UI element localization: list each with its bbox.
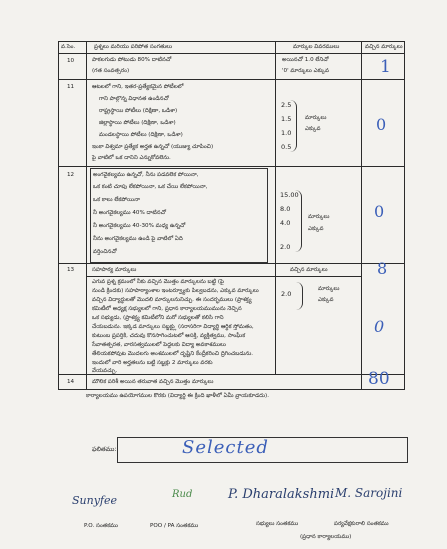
member-signature-caption: సభ్యులు సంతకము	[256, 521, 299, 527]
row-11-scale-1: 2.5	[281, 101, 292, 109]
office-caption: (ప్రధాన కార్యాలయము)	[300, 534, 352, 540]
row-11-scale-2: 1.5	[281, 115, 292, 123]
row-10-detail-1: అయినచో 1.0 లేనిచో	[282, 57, 329, 63]
result-value: Selected	[182, 437, 269, 458]
row-11-scale-4: 0.5	[281, 143, 292, 151]
header-bottom-border	[58, 53, 405, 54]
table-top-border	[58, 41, 405, 42]
poo-signature: Rud	[172, 489, 193, 500]
row-10-bottom-border	[58, 79, 405, 80]
row-10-number: 10	[67, 58, 75, 64]
row-12-marks: 0	[374, 202, 385, 221]
row-12-line-4: నీ అంగవైకల్యము 40% దాటినచో	[93, 210, 166, 216]
row-12-brace	[295, 190, 302, 252]
row-12-line-7: వర్తించినచో	[93, 249, 117, 255]
row-11-bottom-border	[58, 166, 405, 167]
row-13-detail-header: వచ్చిన మార్కులు	[290, 267, 328, 273]
col-detail-divider	[275, 41, 276, 374]
row-13-line-6: చేయబడును. ఇక్కడ మార్కులు సబ్జక్ట్లు (సరాసరిగా విద్యార్థి ఆర్థిక స్తోమతం,	[92, 324, 254, 330]
row-13-line-7: కుటుంబ ప్రపర్తికి, చదువు కొనసాగించుటలో ఆసక్తి, వ్యక్తిత్వము, సాంఘీక	[92, 333, 246, 339]
row-12-scale-3: 4.0	[280, 219, 291, 227]
po-signature-caption: P.O. సంతకము	[84, 523, 118, 529]
row-11-line-3: రాష్ట్రస్థాయి పోటీలు (దిక్షిణా, ఒడిశా)	[99, 108, 178, 114]
row-12-scale-4: 2.0	[280, 243, 291, 251]
row-11-line-2: గాని పాల్గొన్న విధానత ఉండినచో	[99, 96, 169, 102]
row-11-brace	[290, 100, 297, 152]
header-col-no: వ.సెం.	[61, 44, 76, 50]
row-12-scale-1: 15.00	[280, 191, 299, 199]
row-13-marks-bottom: 0	[374, 317, 385, 336]
row-11-line-1: ఆటలలో గాని, ఇతర-ప్రత్యేకమైన పోటీలలో	[92, 84, 184, 90]
row-13-line-9: తేలియకపోవుట మొదలగు అంశములలో దృష్టిని కేంద్రీకరించి ద్రిగించబడును.	[92, 351, 254, 357]
row-13-scale-label-2: ఎక్కువ	[318, 297, 334, 303]
row-12-line-1: అంగవైకల్యము ఉన్నచో, నీను పడవలెక పోయినా,	[93, 172, 199, 178]
row-12-scale-2: 8.0	[280, 205, 291, 213]
row-13-scale-label-1: మార్కులు	[318, 286, 340, 292]
row-13-line-11: వేయవచ్చు.	[92, 368, 118, 374]
row-13-scale-1: 2.0	[281, 290, 292, 298]
row-13-title-underline	[86, 276, 275, 277]
row-13-line-2: నుండి క్రిందకు) సహపాఠ్యాంశాల ఇంటర్వ్యూకు పిల్వబడను, ఎక్కువ మార్కులు	[92, 288, 259, 294]
row-13-brace	[296, 282, 303, 310]
row-10-line-1: పాకలగుడు పోటుడు 80% దాటినచో	[92, 57, 172, 63]
row-13-subheader-line	[275, 276, 361, 277]
row-11-marks: 0	[376, 115, 387, 134]
row-14-bottom-border	[58, 389, 405, 390]
row-12-bottom-border	[58, 263, 405, 264]
row-10-detail-2: '0' మార్కులు ఎక్కువ	[282, 68, 330, 74]
header-col-marks-detail: మార్కుల వివరములు	[293, 44, 340, 50]
row-11-scale-label-1: మార్కులు	[305, 115, 327, 121]
row-13-title: సహపాఠ్య మార్కులు	[92, 267, 137, 273]
row-10-marks: 1	[380, 57, 391, 77]
col-no-divider	[86, 41, 87, 390]
row-11-line-6: ఇంకా విశ్వమా ప్రత్యేక అర్హత ఉన్నచో (యుజ్యు చూపించి)	[92, 144, 214, 150]
row-12-number: 12	[67, 172, 75, 178]
row-13-number: 13	[67, 267, 75, 273]
row-13-marks-top: 8	[377, 259, 388, 278]
row-14-number: 14	[67, 379, 75, 385]
table-right-border	[404, 41, 405, 390]
row-11-line-4: జిల్లాస్థాయి పోటీలు (దిక్షిణా, ఒడిశా)	[99, 120, 176, 126]
row-12-scale-label-2: ఎక్కువ	[308, 226, 324, 232]
table-left-border	[58, 41, 59, 390]
row-13-line-8: సేవాతత్పరత, వారసత్వములలో పెద్దలకు విద్యా అవకాశములు	[92, 342, 226, 348]
row-11-number: 11	[67, 84, 75, 90]
row-12-line-6: నీను అంగవైకల్యము ఉండి పై వాటిలో ఏది	[93, 236, 183, 242]
supervisor-signature: M. Sarojini	[335, 486, 403, 500]
row-13-line-3: వచ్చిన విద్యార్థులతో మొదలి మార్కులనునిచ్చు. ఈ సందర్భములు (ప్రాశక్త్య	[92, 297, 252, 303]
row-12-line-3: ఒక కాలు లేకపోయినా	[93, 197, 140, 203]
row-13-line-10: ఇందులో వారి అర్హతలను బట్టి సబ్జక్లు 2 మార్కులు వరకు	[92, 360, 213, 366]
row-14-marks: 80	[368, 369, 390, 389]
row-13-line-5: ఒక సభ్యుడు, (ప్రాశక్త్య కమిటీలోని మరో సభ్యులతో కలిసి గాని	[92, 315, 224, 321]
row-13-line-1: ఎగువ ప్రశ్న క్రమంలో నీకు వచ్చిన మొత్తం మార్కులను బట్టి (పై	[92, 279, 224, 285]
result-label: ఫలితము:	[92, 446, 117, 453]
col-marks-divider	[361, 41, 362, 390]
row-11-scale-label-2: ఎక్కువ	[305, 126, 321, 132]
member-signature: P. Dharalakshmi	[228, 487, 335, 502]
row-12-line-5: నీ అంగవైకల్యము 40-30% మధ్య ఉన్నచో	[93, 223, 186, 229]
row-13-line-4: కమిటీలో అధ్యక్ష సభ్యులలో గాని, ప్రధాన కార్యాలయముమును నెచ్చిన	[92, 306, 242, 312]
row-11-line-5: మండలస్థాయి పోటీలు (దిక్షిణా, ఒడిశా)	[99, 132, 183, 138]
row-11-line-7: పై వాటిలో ఒక దానిని ఎన్నుకోవలెను.	[92, 155, 171, 161]
poo-signature-caption: POO / PA సంతకము	[150, 523, 199, 529]
po-signature: Sunyfee	[72, 494, 118, 507]
header-col-marks: వచ్చిన మార్కులు	[365, 44, 403, 50]
supervisor-signature-caption: పర్యవేక్షకురాలి సంతకము	[334, 521, 389, 527]
row-10-line-2: (గత సంవత్సరం)	[92, 68, 130, 74]
header-col-question: ప్రశ్నలు మరియు పరిపోత సంగతులు	[94, 44, 173, 50]
row-12-scale-label-1: మార్కులు	[308, 214, 330, 220]
row-12-line-2: ఒక కంటి చూపు లేకపోయినా, ఒక చేయి లేకపోయినా,	[93, 184, 208, 190]
row-11-scale-3: 1.0	[281, 129, 292, 137]
row-14-line-1: మౌలిక పరిశీ అయిన తరువాత వచ్చిన మొత్తం మార్కులు	[92, 379, 214, 385]
office-use-footnote: కార్యాలయము ఉపయోగముల కొరకు (విద్యార్థి ఈ క్రింది ఖాళీలో ఏమీ వ్రాయకూడదు).	[86, 393, 270, 399]
